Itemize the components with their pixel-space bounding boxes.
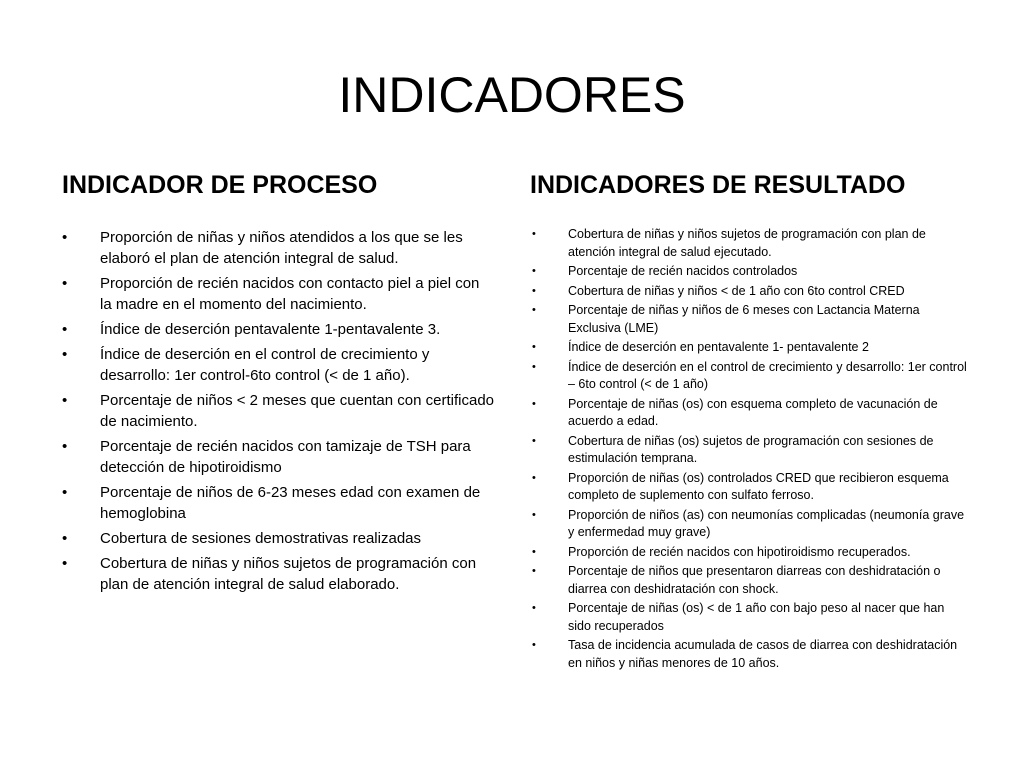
bullet-icon: • bbox=[532, 434, 536, 447]
list-item-text: Cobertura de niñas y niños < de 1 año con 6to control CRED bbox=[568, 283, 905, 298]
list-item-text: Porcentaje de niños de 6-23 meses edad con examen de hemoglobina bbox=[100, 484, 481, 522]
list-item-text: Cobertura de sesiones demostrativas realizadas bbox=[100, 530, 421, 547]
list-item bbox=[530, 339, 970, 357]
list-item-text: Índice de deserción en pentavalente 1- pentavalente 2 bbox=[568, 340, 869, 354]
slide-title: INDICADORES bbox=[338, 67, 686, 123]
process-indicators-column bbox=[62, 168, 494, 599]
list-item bbox=[530, 263, 970, 281]
list-item-text: Porcentaje de recién nacidos controlados bbox=[568, 264, 798, 278]
bullet-icon: • bbox=[532, 265, 536, 277]
bullet-icon: • bbox=[532, 284, 536, 297]
list-item-text: Cobertura de niñas (os) sujetos de programación con sesiones de estimulación temprana. bbox=[568, 433, 934, 465]
result-indicators-column bbox=[530, 168, 970, 674]
list-item-text: Índice de deserción en el control de crecimiento y desarrollo: 1er control-6to control (< de 1 año). bbox=[100, 346, 430, 384]
list-item-text: Porcentaje de niñas (os) < de 1 año con bajo peso al nacer que han sido recuperados bbox=[568, 601, 945, 633]
bullet-icon: • bbox=[532, 565, 536, 577]
list-item-text: Índice de deserción pentavalente 1-pentavalente 3. bbox=[100, 321, 441, 338]
bullet-icon: • bbox=[62, 530, 68, 547]
list-item bbox=[62, 227, 494, 269]
list-item bbox=[62, 436, 494, 478]
list-item-text: Proporción de niños (as) con neumonías complicadas (neumonía grave y enfermedad muy grave) bbox=[568, 507, 965, 539]
bullet-icon: • bbox=[62, 555, 68, 572]
bullet-icon: • bbox=[532, 602, 536, 614]
bullet-icon: • bbox=[62, 321, 68, 338]
list-item-text: Porcentaje de recién nacidos con tamizaje de TSH para detección de hipotiroidismo bbox=[100, 438, 471, 476]
list-item-text: Cobertura de niñas y niños sujetos de programación con plan de atención integral de salud ejecutado. bbox=[568, 227, 926, 259]
list-item bbox=[530, 302, 970, 337]
result-indicators-list bbox=[530, 226, 970, 672]
list-item bbox=[530, 544, 970, 562]
list-item-text: Porcentaje de niños < 2 meses que cuentan con certificado de nacimiento. bbox=[100, 392, 494, 430]
bullet-icon: • bbox=[62, 229, 68, 246]
bullet-icon: • bbox=[532, 341, 536, 353]
list-item-text: Proporción de recién nacidos con contacto piel a piel con la madre en el momento del nacimiento. bbox=[100, 275, 480, 313]
list-item bbox=[62, 553, 494, 595]
bullet-icon: • bbox=[532, 304, 536, 316]
process-indicators-heading: INDICADOR DE PROCESO bbox=[62, 171, 378, 199]
list-item bbox=[530, 433, 970, 468]
bullet-icon: • bbox=[62, 346, 68, 363]
bullet-icon: • bbox=[532, 639, 536, 651]
bullet-icon: • bbox=[62, 275, 68, 292]
list-item bbox=[62, 319, 494, 340]
bullet-icon: • bbox=[62, 438, 68, 455]
list-item-text: Índice de deserción en el control de crecimiento y desarrollo: 1er control – 6to control (< de 1 año) bbox=[568, 359, 967, 391]
list-item bbox=[62, 528, 494, 549]
list-item-text: Cobertura de niñas y niños sujetos de programación con plan de atención integral de salud elaborado. bbox=[100, 555, 477, 593]
list-item bbox=[530, 600, 970, 635]
list-item bbox=[530, 283, 970, 301]
list-item bbox=[530, 226, 970, 261]
list-item bbox=[530, 359, 970, 394]
list-item-text: Porcentaje de niñas (os) con esquema completo de vacunación de acuerdo a edad. bbox=[568, 396, 938, 428]
list-item bbox=[530, 637, 970, 672]
bullet-icon: • bbox=[532, 360, 536, 373]
list-item-text: Tasa de incidencia acumulada de casos de diarrea con deshidratación en niños y niñas menores de 10 años. bbox=[568, 638, 958, 670]
bullet-icon: • bbox=[532, 397, 536, 410]
bullet-icon: • bbox=[62, 484, 68, 501]
list-item-text: Porcentaje de niños que presentaron diarreas con deshidratación o diarrea con deshidratación con shock. bbox=[568, 564, 941, 596]
list-item-text: Proporción de recién nacidos con hipotiroidismo recuperados. bbox=[568, 544, 911, 559]
list-item bbox=[530, 470, 970, 505]
bullet-icon: • bbox=[532, 545, 536, 558]
list-item bbox=[530, 507, 970, 542]
list-item bbox=[530, 396, 970, 431]
bullet-icon: • bbox=[62, 392, 68, 409]
list-item bbox=[62, 390, 494, 432]
list-item-text: Proporción de niñas (os) controlados CRED que recibieron esquema completo de suplemento con sulfato ferroso. bbox=[568, 470, 949, 502]
list-item bbox=[530, 563, 970, 598]
process-indicators-list bbox=[62, 227, 494, 595]
result-indicators-heading: INDICADORES DE RESULTADO bbox=[530, 171, 906, 199]
list-item bbox=[62, 482, 494, 524]
list-item-text: Porcentaje de niñas y niños de 6 meses con Lactancia Materna Exclusiva (LME) bbox=[568, 303, 920, 335]
bullet-icon: • bbox=[532, 228, 536, 240]
list-item bbox=[62, 344, 494, 386]
bullet-icon: • bbox=[532, 508, 536, 521]
list-item bbox=[62, 273, 494, 315]
bullet-icon: • bbox=[532, 471, 536, 484]
list-item-text: Proporción de niñas y niños atendidos a los que se les elaboró el plan de atención integral de salud. bbox=[100, 229, 463, 267]
